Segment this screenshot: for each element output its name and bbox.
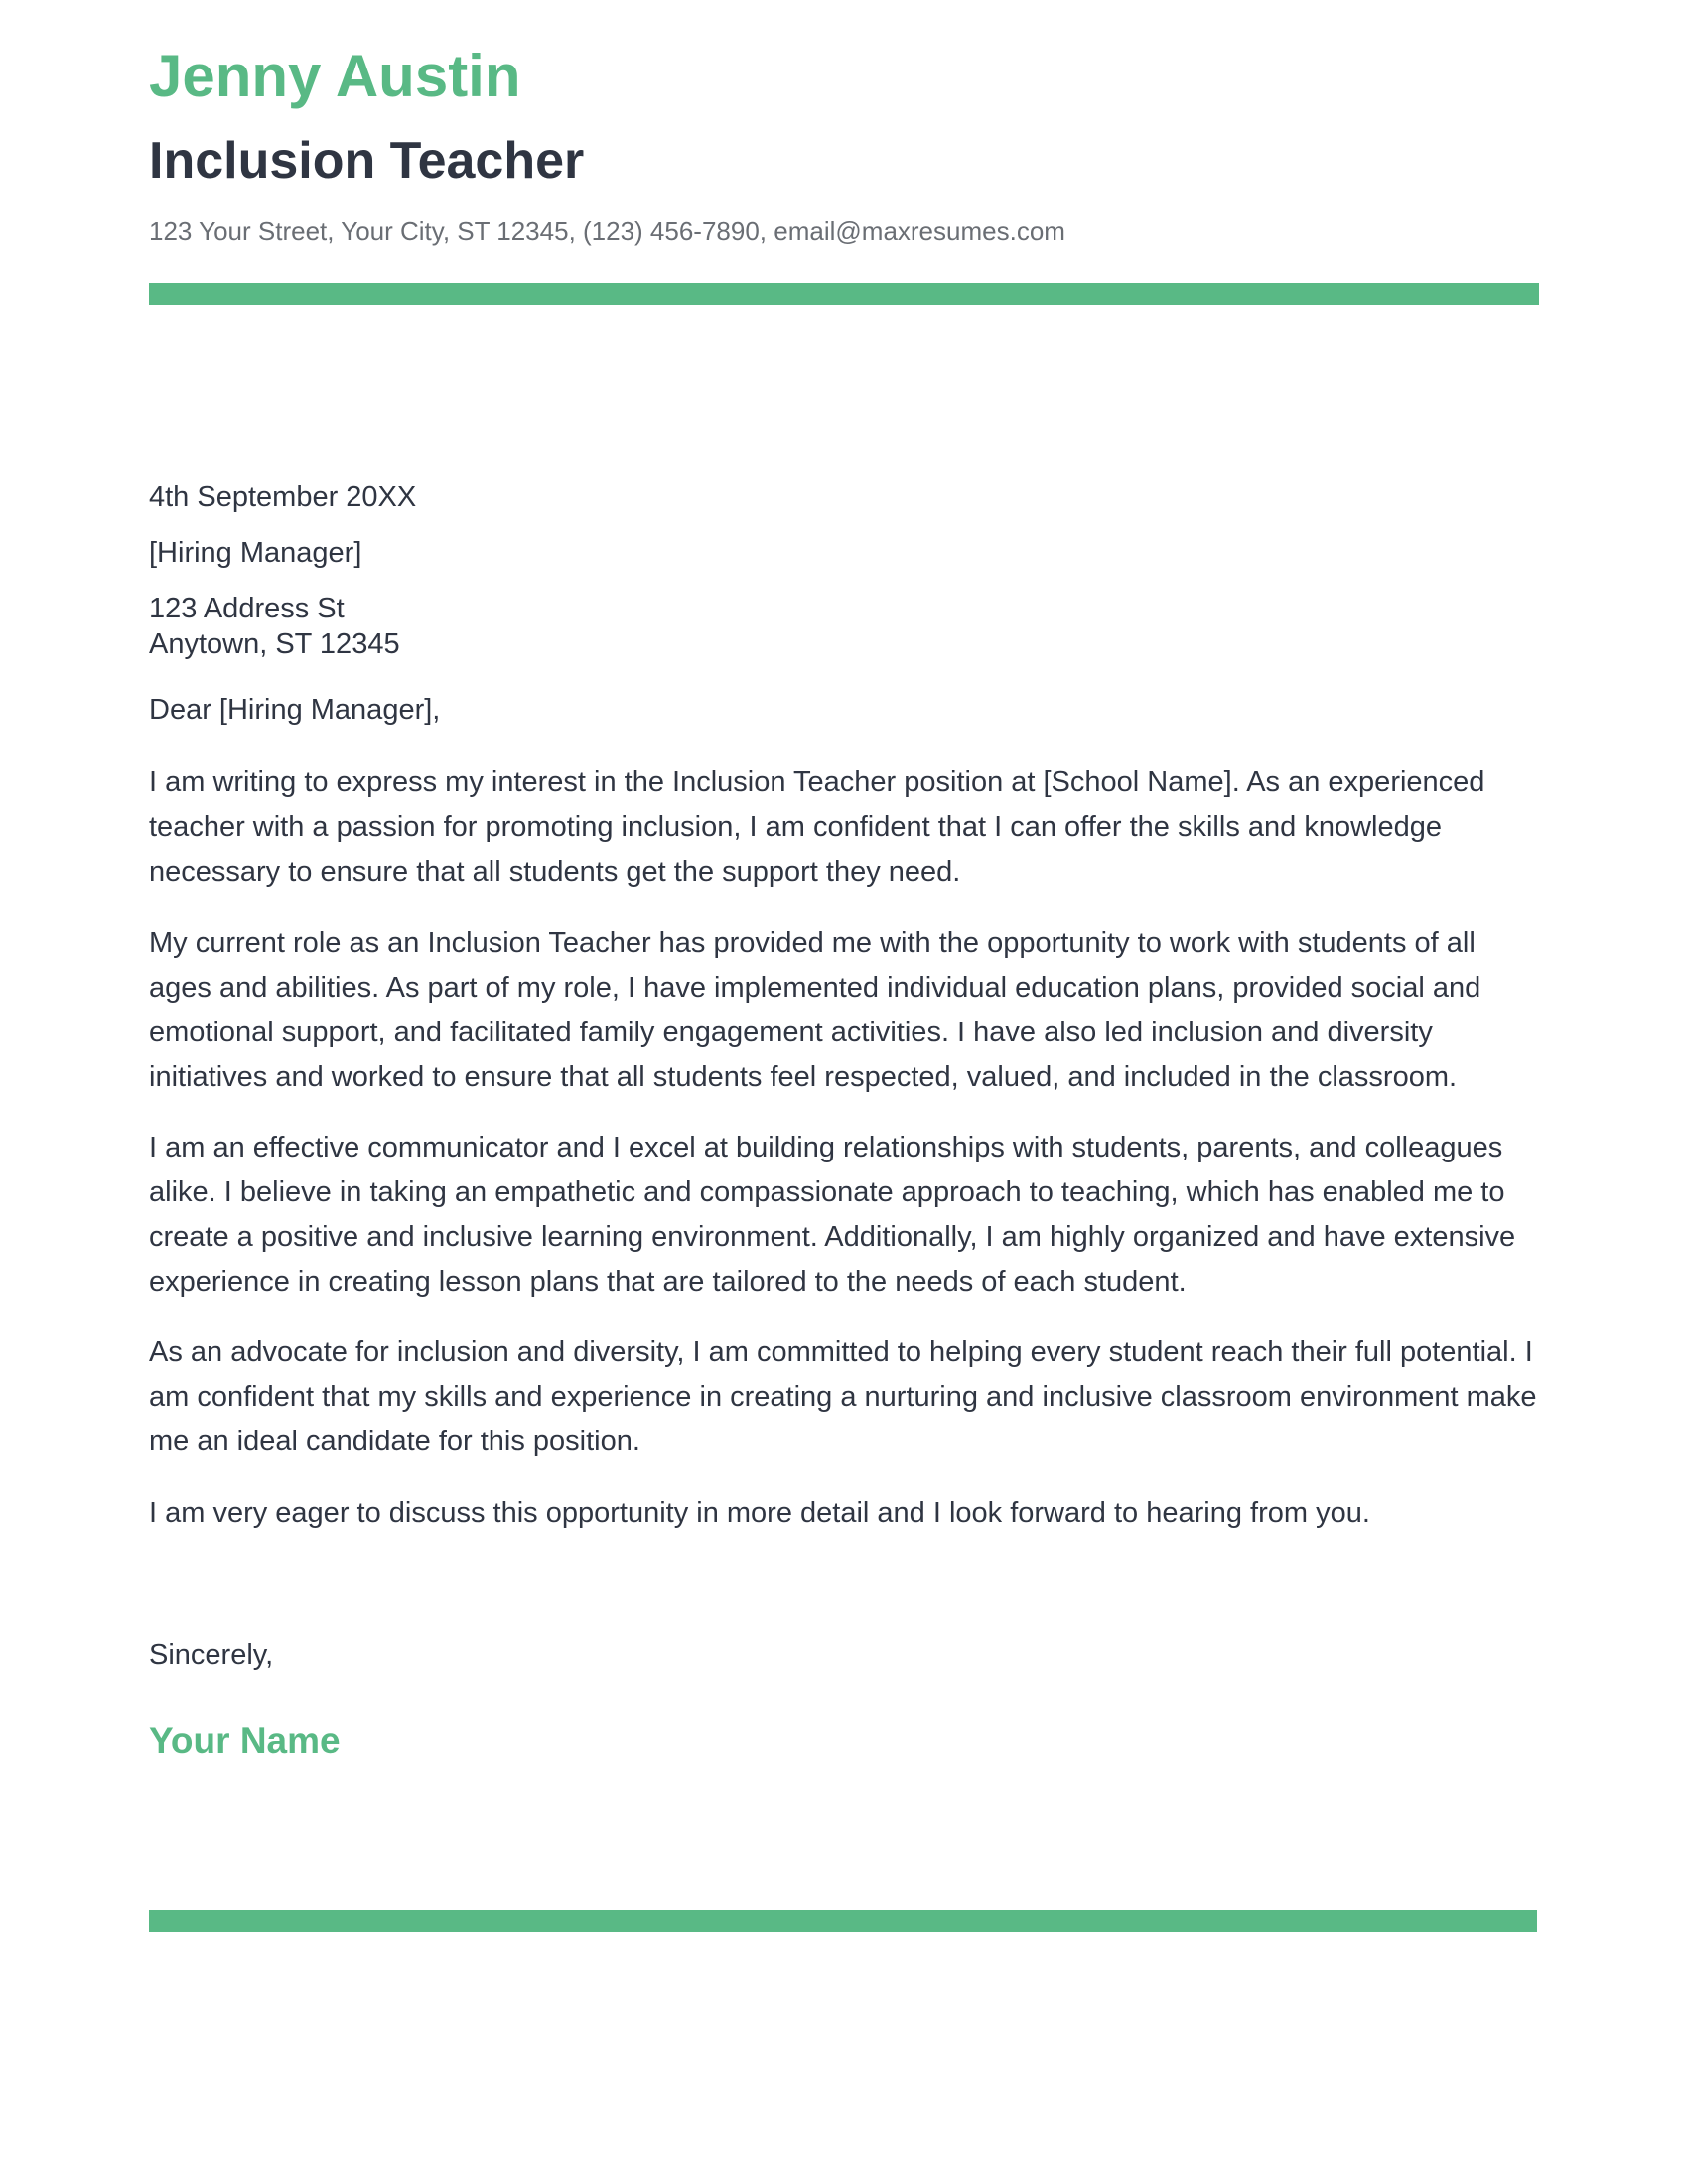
body-paragraph-3: I am an effective communicator and I excel at building relationships with students, parents, and colleagues alike. I believe in taking an empathetic and compassionate approach to teaching, which has enabled me to create a positive and inclusive learning environment. Additionally, I am highly organized and have extensive experience in creating lesson plans that are tailored to the needs of each student.: [149, 1132, 1516, 1297]
contact-info: 123 Your Street, Your City, ST 12345, (123) 456-7890, email@maxresumes.com: [149, 216, 1065, 246]
recipient-name: [Hiring Manager]: [149, 537, 362, 569]
applicant-name: Jenny Austin: [149, 43, 521, 109]
body-paragraph-1: I am writing to express my interest in the Inclusion Teacher position at [School Name]. As an experienced teacher with a passion for promoting inclusion, I am confident that I can offer the skills and knowledge necessary to ensure that all students get the support they need.: [149, 766, 1485, 887]
letter-date: 4th September 20XX: [149, 481, 417, 513]
footer-divider: [149, 1910, 1537, 1932]
body-paragraph-5: I am very eager to discuss this opportunity in more detail and I look forward to hearing from you.: [149, 1497, 1370, 1529]
salutation: Dear [Hiring Manager],: [149, 694, 441, 726]
header-divider: [149, 283, 1539, 305]
body-paragraph-4: As an advocate for inclusion and diversity, I am committed to helping every student reach their full potential. I am confident that my skills and experience in creating a nurturing and inclusive classroom environment make me an ideal candidate for this position.: [149, 1336, 1537, 1457]
closing: Sincerely,: [149, 1639, 274, 1671]
recipient-address-line2: Anytown, ST 12345: [149, 628, 400, 660]
recipient-address-line1: 123 Address St: [149, 593, 345, 624]
signature-name: Your Name: [149, 1720, 341, 1761]
job-title: Inclusion Teacher: [149, 132, 585, 190]
body-paragraph-2: My current role as an Inclusion Teacher has provided me with the opportunity to work with students of all ages and abilities. As part of my role, I have implemented individual education plans, provided social and emotional support, and facilitated family engagement activities. I have also led inclusion and diversity initiatives and worked to ensure that all students feel respected, valued, and included in the classroom.: [149, 927, 1481, 1093]
